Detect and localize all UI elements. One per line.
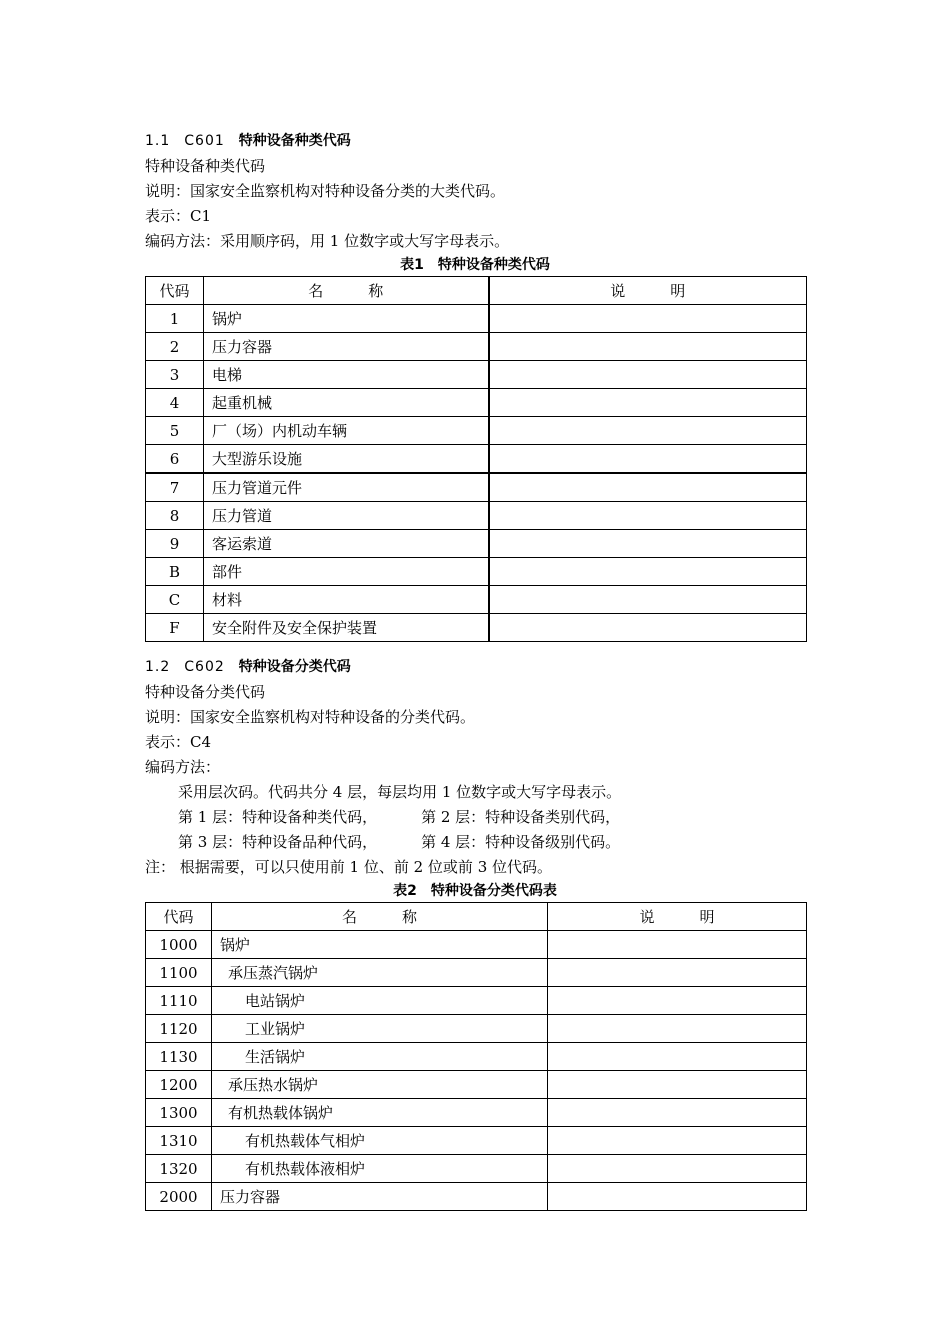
code-cell: 1000 (146, 931, 212, 959)
name-cell: 压力管道元件 (204, 473, 489, 502)
section-number: 1.1 (145, 133, 171, 149)
table-row (146, 1015, 807, 1043)
description-cell (548, 1099, 807, 1127)
name-cell: 有机热载体锅炉 (212, 1099, 548, 1127)
table-caption: 表1 特种设备种类代码 (400, 257, 550, 273)
name-cell: 压力容器 (204, 333, 489, 361)
description-cell (548, 1043, 807, 1071)
description-cell (489, 558, 807, 586)
table-row (146, 586, 807, 614)
name-cell: 材料 (204, 586, 489, 614)
code-cell: 5 (146, 417, 204, 445)
code-cell: 4 (146, 389, 204, 417)
description-cell (489, 333, 807, 361)
representation-line: 表示：C1 (145, 207, 212, 225)
section-code: C601 (184, 133, 225, 149)
coding-method-line: 编码方法：采用顺序码，用 1 位数字或大写字母表示。 (145, 232, 510, 250)
code-cell: 1130 (146, 1043, 212, 1071)
table-caption: 表2 特种设备分类代码表 (393, 883, 557, 899)
table-row (146, 987, 807, 1015)
table-row (146, 614, 807, 642)
table-row (146, 361, 807, 389)
description-cell (489, 614, 807, 642)
name-cell: 锅炉 (204, 305, 489, 333)
equipment-type-code-table (145, 276, 807, 642)
name-cell: 有机热载体气相炉 (212, 1127, 548, 1155)
name-cell: 起重机械 (204, 389, 489, 417)
layer-1-text: 第 1 层：特种设备种类代码， (178, 808, 378, 826)
table-row (146, 417, 807, 445)
table-row (146, 445, 807, 474)
section-heading-c601 (145, 128, 805, 154)
table-row (146, 502, 807, 530)
description-cell (489, 417, 807, 445)
layer-line-2 (145, 830, 805, 855)
description-cell (489, 530, 807, 558)
section-title: 特种设备种类代码 (238, 133, 351, 149)
layer-4-text: 第 4 层：特种设备级别代码。 (421, 833, 621, 851)
section-number: 1.2 (145, 659, 171, 675)
name-cell: 有机热载体液相炉 (212, 1155, 548, 1183)
column-header-name: 名 称 (204, 277, 489, 305)
table-row (146, 1183, 807, 1211)
description-cell (548, 1071, 807, 1099)
table-row (146, 558, 807, 586)
representation-line: 表示：C4 (145, 733, 212, 751)
table-row (146, 389, 807, 417)
code-cell: 1120 (146, 1015, 212, 1043)
table-row (146, 1155, 807, 1183)
equipment-classification-code-table (145, 902, 807, 1211)
code-cell: F (146, 614, 204, 642)
name-cell: 工业锅炉 (212, 1015, 548, 1043)
coding-method-text: 采用层次码。代码共分 4 层，每层均用 1 位数字或大写字母表示。 (178, 783, 622, 801)
column-header-description: 说 明 (548, 903, 807, 931)
table-row (146, 1127, 807, 1155)
table-row (146, 333, 807, 361)
table-row (146, 959, 807, 987)
code-cell: 1310 (146, 1127, 212, 1155)
description-cell (548, 1155, 807, 1183)
table-row (146, 473, 807, 502)
section-heading-c602 (145, 654, 805, 680)
code-cell: 9 (146, 530, 204, 558)
layer-line-1 (145, 805, 805, 830)
description-cell (489, 389, 807, 417)
table-header-row (146, 277, 807, 305)
section-subtitle: 特种设备种类代码 (145, 157, 266, 175)
description-cell (489, 473, 807, 502)
code-cell: C (146, 586, 204, 614)
table-row (146, 530, 807, 558)
table-row (146, 931, 807, 959)
name-cell: 厂（场）内机动车辆 (204, 417, 489, 445)
code-cell: 7 (146, 473, 204, 502)
column-header-code: 代码 (146, 277, 204, 305)
description-line: 说明：国家安全监察机构对特种设备分类的大类代码。 (145, 182, 506, 200)
table-row (146, 1071, 807, 1099)
name-cell: 锅炉 (212, 931, 548, 959)
table-row (146, 1043, 807, 1071)
name-cell: 电站锅炉 (212, 987, 548, 1015)
code-cell: 1200 (146, 1071, 212, 1099)
code-cell: 8 (146, 502, 204, 530)
coding-method-label: 编码方法： (145, 758, 221, 776)
table-row (146, 1099, 807, 1127)
layer-3-text: 第 3 层：特种设备品种代码， (178, 833, 378, 851)
description-line: 说明：国家安全监察机构对特种设备的分类代码。 (145, 708, 476, 726)
document-page (145, 128, 805, 1211)
description-cell (489, 305, 807, 333)
name-cell: 承压蒸汽锅炉 (212, 959, 548, 987)
description-cell (548, 1127, 807, 1155)
section-subtitle: 特种设备分类代码 (145, 683, 266, 701)
table-row (146, 305, 807, 333)
code-cell: 1100 (146, 959, 212, 987)
description-cell (489, 445, 807, 474)
table-header-row (146, 903, 807, 931)
column-header-description: 说 明 (489, 277, 807, 305)
code-cell: 6 (146, 445, 204, 474)
column-header-code: 代码 (146, 903, 212, 931)
description-cell (548, 1015, 807, 1043)
description-cell (548, 959, 807, 987)
name-cell: 承压热水锅炉 (212, 1071, 548, 1099)
column-header-name: 名 称 (212, 903, 548, 931)
description-cell (548, 931, 807, 959)
section-title: 特种设备分类代码 (238, 659, 351, 675)
name-cell: 生活锅炉 (212, 1043, 548, 1071)
code-cell: 1110 (146, 987, 212, 1015)
code-cell: B (146, 558, 204, 586)
name-cell: 电梯 (204, 361, 489, 389)
description-cell (489, 361, 807, 389)
name-cell: 客运索道 (204, 530, 489, 558)
name-cell: 压力管道 (204, 502, 489, 530)
code-cell: 2000 (146, 1183, 212, 1211)
description-cell (489, 502, 807, 530)
name-cell: 大型游乐设施 (204, 445, 489, 474)
name-cell: 安全附件及安全保护装置 (204, 614, 489, 642)
description-cell (489, 586, 807, 614)
code-cell: 1 (146, 305, 204, 333)
description-cell (548, 987, 807, 1015)
code-cell: 3 (146, 361, 204, 389)
code-cell: 1320 (146, 1155, 212, 1183)
name-cell: 部件 (204, 558, 489, 586)
name-cell: 压力容器 (212, 1183, 548, 1211)
code-cell: 2 (146, 333, 204, 361)
layer-2-text: 第 2 层：特种设备类别代码， (421, 808, 621, 826)
note-line: 注： 根据需要，可以只使用前 1 位、前 2 位或前 3 位代码。 (145, 858, 553, 876)
section-code: C602 (184, 659, 225, 675)
code-cell: 1300 (146, 1099, 212, 1127)
description-cell (548, 1183, 807, 1211)
